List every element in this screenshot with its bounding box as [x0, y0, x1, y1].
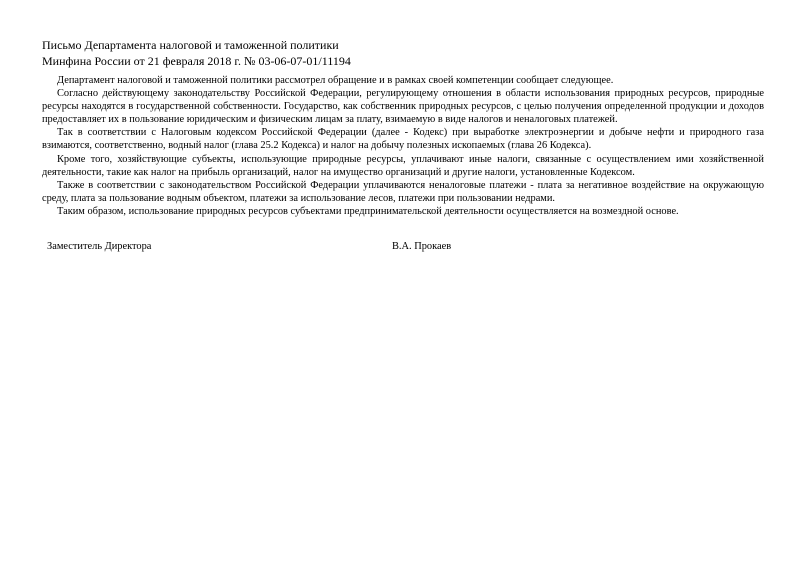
signature-title: Заместитель Директора — [47, 241, 152, 252]
paragraph: Также в соответствии с законодательством Российской Федерации уплачиваются неналоговые платежи - плата за негативное воздействие на окружающую среду, плата за пользование водным объектом, платежи за использование лесов, платежи при пользовании недрами. — [42, 179, 764, 204]
paragraph: Согласно действующему законодательству Российской Федерации, регулирующему отношения в области использования природных ресурсов, природные ресурсы находятся в государственной собственности. Государство, как собственник природных ресурсов, с целью получения определенной продукции и доходов предоставляет их в пользование юридическим и физическим лицам за плату, взимаемую в виде налогов и неналоговых платежей. — [42, 88, 764, 126]
paragraph: Департамент налоговой и таможенной политики рассмотрел обращение и в рамках своей компетенции сообщает следующее. — [57, 75, 614, 86]
paragraph: Кроме того, хозяйствующие субъекты, использующие природные ресурсы, уплачивают иные налоги, связанные с осуществлением ими хозяйственной деятельности, такие как налог на прибыль организаций, налог на имущество организаций и другие налоги, установленные Кодексом. — [42, 153, 764, 178]
header-line-1: Письмо Департамента налоговой и таможенной политики — [42, 38, 339, 52]
paragraph: Таким образом, использование природных ресурсов субъектами предпринимательской деятельности осуществляется на возмездной основе. — [57, 205, 679, 217]
header-line-2: Минфина России от 21 февраля 2018 г. № 03-06-07-01/11194 — [42, 54, 351, 68]
document-header — [42, 37, 351, 69]
signature-name: В.А. Прокаев — [392, 241, 452, 252]
paragraph: Так в соответствии с Налоговым кодексом Российской Федерации (далее - Кодекс) при выработке электроэнергии и добыче нефти и природного газа взимаются, соответственно, водный налог (глава 25.2 Кодекса) и налог на добычу полезных ископаемых (глава 26 Кодекса). — [42, 127, 764, 152]
document-body — [42, 74, 764, 218]
